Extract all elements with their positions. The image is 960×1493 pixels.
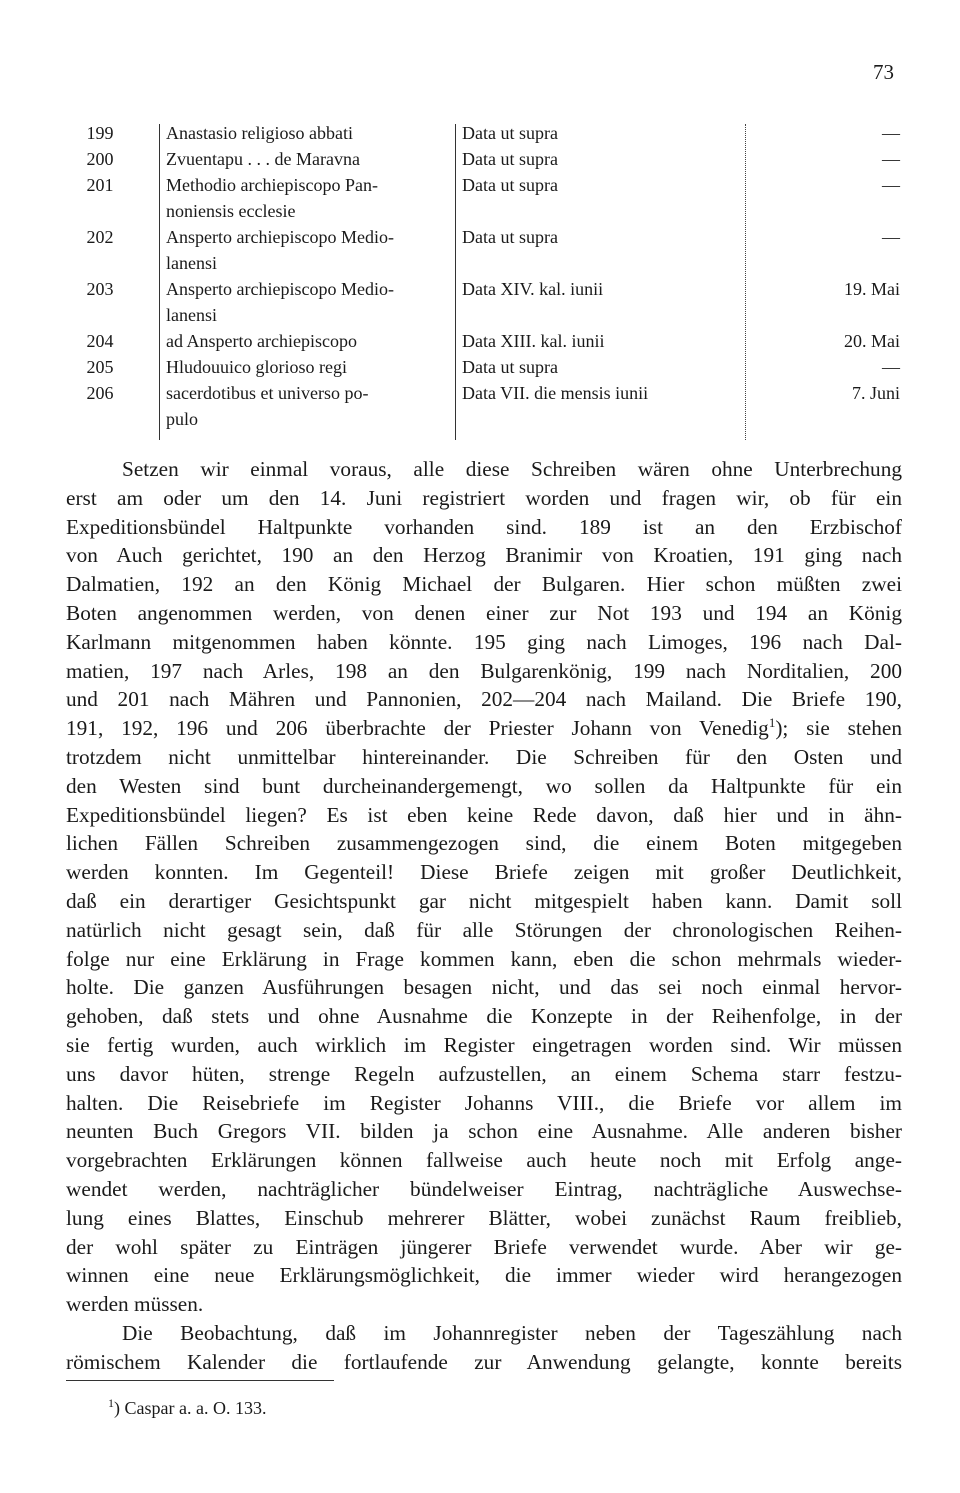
text-line: erst am oder um den 14. Juni registriert worden und fragen wir, ob für ein: [66, 485, 902, 510]
addressee: Hludouuico glorioso regi: [166, 357, 347, 377]
text-line: vorgebrachten Erklärungen können fallweise auch heute noch mit Erfolg ange-: [66, 1148, 902, 1173]
text-line: daß ein derartiger Gesichtspunkt gar nicht mitgespielt haben kann. Damit soll: [66, 888, 902, 913]
text-line: Karlmann mitgenommen haben könnte. 195 ging nach Limoges, 196 nach Dal-: [66, 629, 902, 654]
addressee: Methodio archiepiscopo Pan-: [166, 175, 378, 195]
register-table: [70, 120, 910, 440]
paragraph-2: [66, 1319, 902, 1377]
entry-number: 205: [86, 357, 114, 377]
column-rule: [455, 124, 456, 440]
text-line: matien, 197 nach Arles, 198 an den Bulgarenkönig, 199 nach Norditalien, 200: [66, 658, 902, 683]
text-line: Expeditionsbündel liegen? Es ist eben keine Rede davon, daß hier und in ähn-: [66, 802, 902, 827]
entry-number: 201: [86, 175, 114, 195]
addressee: Zvuentapu . . . de Maravna: [166, 149, 360, 169]
text-line: uns davor hüten, strenge Regeln aufzustellen, an einem Schema starr festzu-: [66, 1061, 902, 1086]
entry-number: 204: [86, 331, 114, 351]
addressee: lanensi: [166, 253, 217, 273]
text-line: folge nur eine Erklärung in Frage kommen kann, eben die schon mehrmals wieder-: [66, 946, 902, 971]
text-line: römischem Kalender die fortlaufende zur Anwendung gelangte, konnte bereits: [66, 1349, 902, 1374]
text-line: wendet werden, nachträglicher bündelweiser Eintrag, nachträgliche Auswechse-: [66, 1176, 902, 1201]
paragraph-1: [66, 455, 902, 1319]
column-rule: [745, 124, 746, 440]
text-line: Die Beobachtung, daß im Johannregister neben der Tageszählung nach: [122, 1320, 902, 1345]
entry-number: 202: [86, 227, 114, 247]
text-line: den Westen sind bunt durcheinandergemengt, wo sollen da Haltpunkte für ein: [66, 773, 902, 798]
text-line: winnen eine neue Erklärungsmöglichkeit, die immer wieder wird herangezogen: [66, 1263, 902, 1288]
calendar-day: —: [882, 357, 900, 377]
addressee: sacerdotibus et universo po-: [166, 383, 369, 403]
text-line: Boten angenommen werden, von denen einer zur Not 193 und 194 an König: [66, 600, 902, 625]
text-line: halten. Die Reisebriefe im Register Johanns VIII., die Briefe vor allem im: [66, 1090, 902, 1115]
addressee: ad Ansperto archiepiscopo: [166, 331, 357, 351]
text-line: Dalmatien, 192 an den König Michael der Bulgaren. Hier schon müßten zwei: [66, 572, 902, 597]
entry-number: 200: [86, 149, 114, 169]
page-number: 73: [873, 60, 894, 84]
text-line: von Auch gerichtet, 190 an den Herzog Branimir von Kroatien, 191 ging nach: [66, 543, 902, 568]
addressee: lanensi: [166, 305, 217, 325]
footnote: [108, 1395, 266, 1421]
calendar-day: 19. Mai: [844, 279, 900, 299]
text-line: und 201 nach Mähren und Pannonien, 202—204 nach Mailand. Die Briefe 190,: [66, 687, 902, 712]
calendar-day: 7. Juni: [851, 383, 900, 403]
text-segment: 191, 192, 196 und 206 überbrachte der Priester Johann von Venedig: [66, 716, 769, 741]
addressee: noniensis ecclesie: [166, 201, 296, 221]
footnote-text: ) Caspar a. a. O. 133.: [114, 1398, 267, 1418]
footnote-reference: 1: [768, 715, 776, 731]
date-clause: Data ut supra: [462, 227, 558, 247]
text-segment: ); sie stehen: [775, 716, 902, 741]
text-line: sie fertig wurden, auch wirklich im Register eingetragen worden sind. Wir müssen: [66, 1032, 902, 1057]
date-clause: Data XIV. kal. iunii: [462, 279, 604, 299]
addressee: Anastasio religioso abbati: [166, 123, 353, 143]
text-line: [66, 714, 902, 743]
addressee: pulo: [166, 409, 199, 429]
text-line: holte. Die ganzen Ausführungen besagen nicht, und das sei noch einmal hervor-: [66, 975, 902, 1000]
footnote-marker: 1: [108, 1396, 114, 1410]
calendar-day: —: [882, 175, 900, 195]
entry-number: 203: [86, 279, 114, 299]
text-line: werden müssen.: [66, 1292, 204, 1317]
addressee: Ansperto archiepiscopo Medio-: [166, 227, 394, 247]
text-line: werden konnten. Im Gegenteil! Diese Briefe zeigen mit großer Deutlichkeit,: [66, 860, 902, 885]
date-clause: Data VII. die mensis iunii: [462, 383, 649, 403]
text-line: trotzdem nicht unmittelbar hintereinander. Die Schreiben für den Osten und: [66, 744, 902, 769]
footnote-rule: [66, 1380, 334, 1381]
date-clause: Data ut supra: [462, 149, 558, 169]
text-line: lung eines Blattes, Einschub mehrerer Blätter, wobei zunächst Raum freiblieb,: [66, 1205, 902, 1230]
addressee: Ansperto archiepiscopo Medio-: [166, 279, 394, 299]
text-line: Expeditionsbündel Haltpunkte vorhanden sind. 189 ist an den Erzbischof: [66, 514, 902, 539]
calendar-day: —: [882, 227, 900, 247]
date-clause: Data XIII. kal. iunii: [462, 331, 605, 351]
entry-number: 199: [86, 123, 114, 143]
text-line: Setzen wir einmal voraus, alle diese Schreiben wären ohne Unterbrechung: [122, 457, 902, 481]
date-clause: Data ut supra: [462, 123, 558, 143]
date-clause: Data ut supra: [462, 357, 558, 377]
calendar-day: 20. Mai: [844, 331, 900, 351]
text-line: der wohl später zu Einträgen jüngerer Briefe verwendet wurde. Aber wir ge-: [66, 1234, 902, 1259]
text-line: neunten Buch Gregors VII. bilden ja schon eine Ausnahme. Alle anderen bisher: [66, 1119, 902, 1144]
calendar-day: —: [882, 123, 900, 143]
calendar-day: —: [882, 149, 900, 169]
body-text: [66, 455, 902, 1377]
text-line: lichen Fällen Schreiben zusammengezogen sind, die einem Boten mitgegeben: [66, 831, 902, 856]
entry-number: 206: [86, 383, 114, 403]
text-line: gehoben, daß stets und ohne Ausnahme die Konzepte in der Reihenfolge, in der: [66, 1004, 902, 1029]
text-line: natürlich nicht gesagt sein, daß für alle Störungen der chronologischen Reihen-: [66, 917, 902, 942]
column-rule: [159, 124, 160, 440]
date-clause: Data ut supra: [462, 175, 558, 195]
